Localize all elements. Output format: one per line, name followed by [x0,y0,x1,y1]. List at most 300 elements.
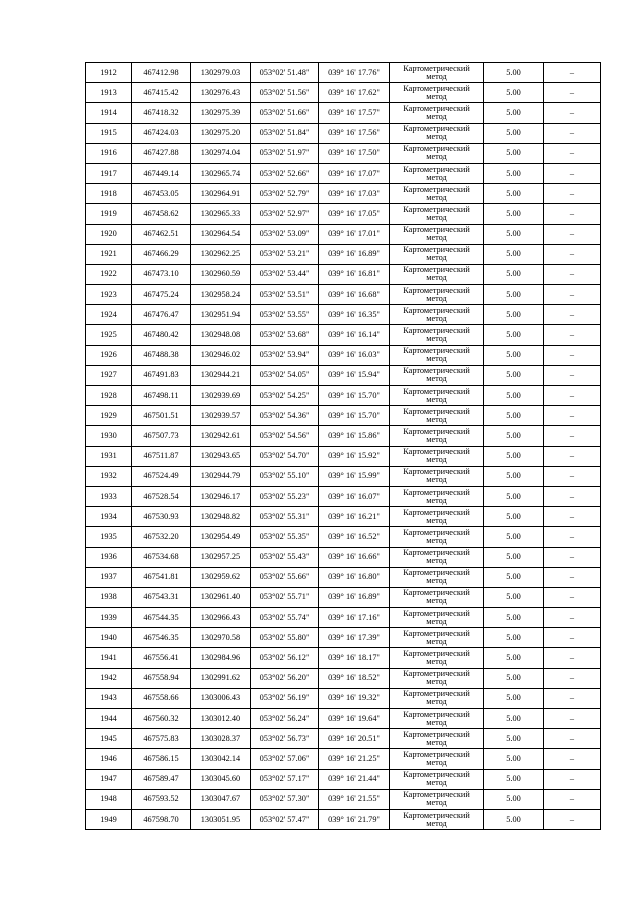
y-coordinate-cell: 1302939.57 [191,406,251,426]
precision-cell: 5.00 [484,446,544,466]
method-line-1: Картометрический [403,770,470,780]
point-number-cell: 1915 [86,123,132,143]
longitude-cell: 039° 16' 16.03" [319,345,390,365]
longitude-cell: 039° 16' 16.80" [319,567,390,587]
table-row [86,809,601,829]
method-line-1: Картометрический [403,709,470,719]
precision-cell: 5.00 [484,406,544,426]
method-line-1: Картометрический [403,386,470,396]
point-number-cell: 1933 [86,486,132,506]
note-cell: – [544,789,601,809]
table-row [86,446,601,466]
longitude-cell: 039° 16' 21.25" [319,749,390,769]
longitude-cell: 039° 16' 21.44" [319,769,390,789]
method-line-1: Картометрический [403,527,470,537]
note-cell: – [544,709,601,729]
method-line-1: Картометрический [403,144,470,154]
longitude-cell: 039° 16' 15.92" [319,446,390,466]
method-line-1: Картометрический [403,285,470,295]
table-row [86,406,601,426]
method-line-2: метод [426,677,447,687]
longitude-cell: 039° 16' 17.50" [319,143,390,163]
table-row [86,184,601,204]
x-coordinate-cell: 467480.42 [132,325,191,345]
point-number-cell: 1914 [86,103,132,123]
method-cell [390,466,484,486]
method-line-2: метод [426,212,447,222]
method-line-2: метод [426,616,447,626]
method-line-2: метод [426,576,447,586]
table-row [86,486,601,506]
precision-cell: 5.00 [484,648,544,668]
table-row [86,163,601,183]
method-cell [390,123,484,143]
x-coordinate-cell: 467418.32 [132,103,191,123]
x-coordinate-cell: 467541.81 [132,567,191,587]
latitude-cell: 053°02' 53.94" [251,345,319,365]
latitude-cell: 053°02' 56.24" [251,709,319,729]
x-coordinate-cell: 467415.42 [132,83,191,103]
method-line-1: Картометрический [403,568,470,578]
latitude-cell: 053°02' 51.56" [251,83,319,103]
method-cell [390,204,484,224]
method-line-1: Картометрический [403,184,470,194]
latitude-cell: 053°02' 57.47" [251,809,319,829]
latitude-cell: 053°02' 51.48" [251,63,319,83]
note-cell: – [544,325,601,345]
method-cell [390,547,484,567]
precision-cell: 5.00 [484,224,544,244]
longitude-cell: 039° 16' 17.03" [319,184,390,204]
point-number-cell: 1925 [86,325,132,345]
table-row [86,204,601,224]
longitude-cell: 039° 16' 16.89" [319,587,390,607]
method-line-2: метод [426,596,447,606]
method-cell [390,789,484,809]
method-line-2: метод [426,374,447,384]
y-coordinate-cell: 1302948.08 [191,325,251,345]
x-coordinate-cell: 467575.83 [132,729,191,749]
point-number-cell: 1946 [86,749,132,769]
precision-cell: 5.00 [484,184,544,204]
longitude-cell: 039° 16' 16.14" [319,325,390,345]
y-coordinate-cell: 1302962.25 [191,244,251,264]
table-row [86,628,601,648]
precision-cell: 5.00 [484,769,544,789]
note-cell: – [544,466,601,486]
method-line-2: метод [426,636,447,646]
method-cell [390,749,484,769]
note-cell: – [544,143,601,163]
table-row [86,729,601,749]
note-cell: – [544,648,601,668]
longitude-cell: 039° 16' 16.66" [319,547,390,567]
coordinates-table [85,62,601,830]
y-coordinate-cell: 1303045.60 [191,769,251,789]
note-cell: – [544,809,601,829]
table-row [86,688,601,708]
method-line-2: метод [426,657,447,667]
table-row [86,567,601,587]
note-cell: – [544,285,601,305]
x-coordinate-cell: 467546.35 [132,628,191,648]
longitude-cell: 039° 16' 16.52" [319,527,390,547]
method-line-1: Картометрический [403,749,470,759]
method-cell [390,486,484,506]
method-line-2: метод [426,152,447,162]
latitude-cell: 053°02' 52.79" [251,184,319,204]
precision-cell: 5.00 [484,143,544,163]
longitude-cell: 039° 16' 17.76" [319,63,390,83]
x-coordinate-cell: 467589.47 [132,769,191,789]
latitude-cell: 053°02' 54.36" [251,406,319,426]
y-coordinate-cell: 1302970.58 [191,628,251,648]
method-line-2: метод [426,334,447,344]
y-coordinate-cell: 1302959.62 [191,567,251,587]
x-coordinate-cell: 467586.15 [132,749,191,769]
point-number-cell: 1919 [86,204,132,224]
longitude-cell: 039° 16' 18.17" [319,648,390,668]
longitude-cell: 039° 16' 17.07" [319,163,390,183]
method-line-1: Картометрический [403,447,470,457]
note-cell: – [544,365,601,385]
method-line-2: метод [426,434,447,444]
method-line-2: метод [426,697,447,707]
longitude-cell: 039° 16' 16.68" [319,285,390,305]
method-cell [390,648,484,668]
method-cell [390,224,484,244]
note-cell: – [544,507,601,527]
x-coordinate-cell: 467558.66 [132,688,191,708]
latitude-cell: 053°02' 57.30" [251,789,319,809]
method-cell [390,668,484,688]
point-number-cell: 1928 [86,386,132,406]
method-line-2: метод [426,273,447,283]
note-cell: – [544,446,601,466]
method-cell [390,628,484,648]
point-number-cell: 1918 [86,184,132,204]
table-row [86,527,601,547]
longitude-cell: 039° 16' 20.51" [319,729,390,749]
latitude-cell: 053°02' 53.21" [251,244,319,264]
method-cell [390,809,484,829]
latitude-cell: 053°02' 56.73" [251,729,319,749]
point-number-cell: 1929 [86,406,132,426]
longitude-cell: 039° 16' 15.94" [319,365,390,385]
longitude-cell: 039° 16' 17.57" [319,103,390,123]
method-cell [390,769,484,789]
method-line-2: метод [426,778,447,788]
table-row [86,709,601,729]
method-line-1: Картометрический [403,366,470,376]
y-coordinate-cell: 1303042.14 [191,749,251,769]
x-coordinate-cell: 467558.94 [132,668,191,688]
x-coordinate-cell: 467507.73 [132,426,191,446]
method-line-1: Картометрический [403,164,470,174]
method-line-2: метод [426,757,447,767]
y-coordinate-cell: 1302974.04 [191,143,251,163]
method-cell [390,386,484,406]
precision-cell: 5.00 [484,244,544,264]
longitude-cell: 039° 16' 18.52" [319,668,390,688]
y-coordinate-cell: 1302943.65 [191,446,251,466]
x-coordinate-cell: 467498.11 [132,386,191,406]
latitude-cell: 053°02' 52.66" [251,163,319,183]
y-coordinate-cell: 1302965.74 [191,163,251,183]
y-coordinate-cell: 1302991.62 [191,668,251,688]
x-coordinate-cell: 467511.87 [132,446,191,466]
x-coordinate-cell: 467476.47 [132,305,191,325]
point-number-cell: 1917 [86,163,132,183]
latitude-cell: 053°02' 55.43" [251,547,319,567]
precision-cell: 5.00 [484,587,544,607]
y-coordinate-cell: 1302979.03 [191,63,251,83]
precision-cell: 5.00 [484,729,544,749]
method-line-2: метод [426,253,447,263]
precision-cell: 5.00 [484,83,544,103]
method-line-2: метод [426,192,447,202]
precision-cell: 5.00 [484,749,544,769]
method-cell [390,285,484,305]
note-cell: – [544,163,601,183]
precision-cell: 5.00 [484,507,544,527]
x-coordinate-cell: 467488.38 [132,345,191,365]
x-coordinate-cell: 467427.88 [132,143,191,163]
method-line-2: метод [426,293,447,303]
y-coordinate-cell: 1303012.40 [191,709,251,729]
point-number-cell: 1920 [86,224,132,244]
y-coordinate-cell: 1302965.33 [191,204,251,224]
precision-cell: 5.00 [484,709,544,729]
precision-cell: 5.00 [484,466,544,486]
x-coordinate-cell: 467424.03 [132,123,191,143]
method-line-2: метод [426,818,447,828]
method-line-1: Картометрический [403,467,470,477]
method-line-1: Картометрический [403,689,470,699]
longitude-cell: 039° 16' 17.05" [319,204,390,224]
point-number-cell: 1923 [86,285,132,305]
latitude-cell: 053°02' 51.66" [251,103,319,123]
precision-cell: 5.00 [484,608,544,628]
x-coordinate-cell: 467458.62 [132,204,191,224]
x-coordinate-cell: 467544.35 [132,608,191,628]
method-line-2: метод [426,313,447,323]
longitude-cell: 039° 16' 15.70" [319,406,390,426]
longitude-cell: 039° 16' 16.81" [319,264,390,284]
table-row [86,83,601,103]
longitude-cell: 039° 16' 17.62" [319,83,390,103]
note-cell: – [544,749,601,769]
method-cell [390,527,484,547]
method-line-2: метод [426,515,447,525]
method-cell [390,688,484,708]
y-coordinate-cell: 1302964.54 [191,224,251,244]
point-number-cell: 1944 [86,709,132,729]
point-number-cell: 1931 [86,446,132,466]
x-coordinate-cell: 467532.20 [132,527,191,547]
y-coordinate-cell: 1302954.49 [191,527,251,547]
method-cell [390,426,484,446]
longitude-cell: 039° 16' 16.07" [319,486,390,506]
precision-cell: 5.00 [484,567,544,587]
y-coordinate-cell: 1302966.43 [191,608,251,628]
method-cell [390,567,484,587]
longitude-cell: 039° 16' 21.79" [319,809,390,829]
latitude-cell: 053°02' 55.80" [251,628,319,648]
point-number-cell: 1947 [86,769,132,789]
table-row [86,547,601,567]
latitude-cell: 053°02' 55.35" [251,527,319,547]
method-line-1: Картометрический [403,103,470,113]
point-number-cell: 1922 [86,264,132,284]
longitude-cell: 039° 16' 16.21" [319,507,390,527]
table-row [86,244,601,264]
precision-cell: 5.00 [484,386,544,406]
x-coordinate-cell: 467501.51 [132,406,191,426]
precision-cell: 5.00 [484,688,544,708]
note-cell: – [544,264,601,284]
note-cell: – [544,184,601,204]
method-cell [390,103,484,123]
latitude-cell: 053°02' 55.71" [251,587,319,607]
method-line-1: Картометрический [403,406,470,416]
method-cell [390,163,484,183]
method-line-2: метод [426,475,447,485]
note-cell: – [544,688,601,708]
table-row [86,143,601,163]
point-number-cell: 1932 [86,466,132,486]
table-row [86,587,601,607]
longitude-cell: 039° 16' 17.56" [319,123,390,143]
x-coordinate-cell: 467530.93 [132,507,191,527]
note-cell: – [544,628,601,648]
x-coordinate-cell: 467475.24 [132,285,191,305]
latitude-cell: 053°02' 55.74" [251,608,319,628]
longitude-cell: 039° 16' 17.01" [319,224,390,244]
method-line-2: метод [426,172,447,182]
latitude-cell: 053°02' 52.97" [251,204,319,224]
point-number-cell: 1939 [86,608,132,628]
latitude-cell: 053°02' 54.70" [251,446,319,466]
latitude-cell: 053°02' 56.20" [251,668,319,688]
longitude-cell: 039° 16' 15.86" [319,426,390,446]
note-cell: – [544,426,601,446]
precision-cell: 5.00 [484,486,544,506]
note-cell: – [544,769,601,789]
table-row [86,789,601,809]
method-cell [390,143,484,163]
precision-cell: 5.00 [484,264,544,284]
note-cell: – [544,527,601,547]
method-line-1: Картометрический [403,204,470,214]
latitude-cell: 053°02' 54.25" [251,386,319,406]
precision-cell: 5.00 [484,204,544,224]
point-number-cell: 1924 [86,305,132,325]
x-coordinate-cell: 467491.83 [132,365,191,385]
latitude-cell: 053°02' 53.68" [251,325,319,345]
latitude-cell: 053°02' 55.23" [251,486,319,506]
point-number-cell: 1930 [86,426,132,446]
table-row [86,285,601,305]
table-row [86,224,601,244]
x-coordinate-cell: 467462.51 [132,224,191,244]
method-line-1: Картометрический [403,63,470,73]
method-line-1: Картометрический [403,326,470,336]
method-line-1: Картометрический [403,628,470,638]
table-row [86,386,601,406]
x-coordinate-cell: 467412.98 [132,63,191,83]
x-coordinate-cell: 467528.54 [132,486,191,506]
point-number-cell: 1938 [86,587,132,607]
note-cell: – [544,305,601,325]
longitude-cell: 039° 16' 15.70" [319,386,390,406]
note-cell: – [544,83,601,103]
precision-cell: 5.00 [484,789,544,809]
latitude-cell: 053°02' 55.31" [251,507,319,527]
point-number-cell: 1935 [86,527,132,547]
y-coordinate-cell: 1302957.25 [191,547,251,567]
method-line-1: Картометрический [403,83,470,93]
point-number-cell: 1941 [86,648,132,668]
precision-cell: 5.00 [484,305,544,325]
longitude-cell: 039° 16' 19.32" [319,688,390,708]
point-number-cell: 1934 [86,507,132,527]
y-coordinate-cell: 1303028.37 [191,729,251,749]
precision-cell: 5.00 [484,163,544,183]
method-line-1: Картометрический [403,810,470,820]
point-number-cell: 1927 [86,365,132,385]
method-cell [390,63,484,83]
x-coordinate-cell: 467473.10 [132,264,191,284]
y-coordinate-cell: 1302942.61 [191,426,251,446]
note-cell: – [544,567,601,587]
longitude-cell: 039° 16' 15.99" [319,466,390,486]
precision-cell: 5.00 [484,103,544,123]
method-line-1: Картометрический [403,245,470,255]
method-line-2: метод [426,414,447,424]
method-line-1: Картометрический [403,265,470,275]
table-row [86,648,601,668]
method-line-2: метод [426,71,447,81]
y-coordinate-cell: 1302960.59 [191,264,251,284]
y-coordinate-cell: 1303006.43 [191,688,251,708]
longitude-cell: 039° 16' 19.64" [319,709,390,729]
y-coordinate-cell: 1303051.95 [191,809,251,829]
method-line-2: метод [426,535,447,545]
method-line-2: метод [426,717,447,727]
y-coordinate-cell: 1302975.39 [191,103,251,123]
method-line-1: Картометрический [403,346,470,356]
latitude-cell: 053°02' 57.06" [251,749,319,769]
table-row [86,769,601,789]
method-cell [390,244,484,264]
point-number-cell: 1945 [86,729,132,749]
method-cell [390,264,484,284]
y-coordinate-cell: 1302939.69 [191,386,251,406]
longitude-cell: 039° 16' 21.55" [319,789,390,809]
method-line-2: метод [426,455,447,465]
y-coordinate-cell: 1302964.91 [191,184,251,204]
table-row [86,466,601,486]
method-cell [390,365,484,385]
y-coordinate-cell: 1302958.24 [191,285,251,305]
point-number-cell: 1949 [86,809,132,829]
point-number-cell: 1940 [86,628,132,648]
method-cell [390,325,484,345]
note-cell: – [544,345,601,365]
note-cell: – [544,63,601,83]
method-line-2: метод [426,111,447,121]
